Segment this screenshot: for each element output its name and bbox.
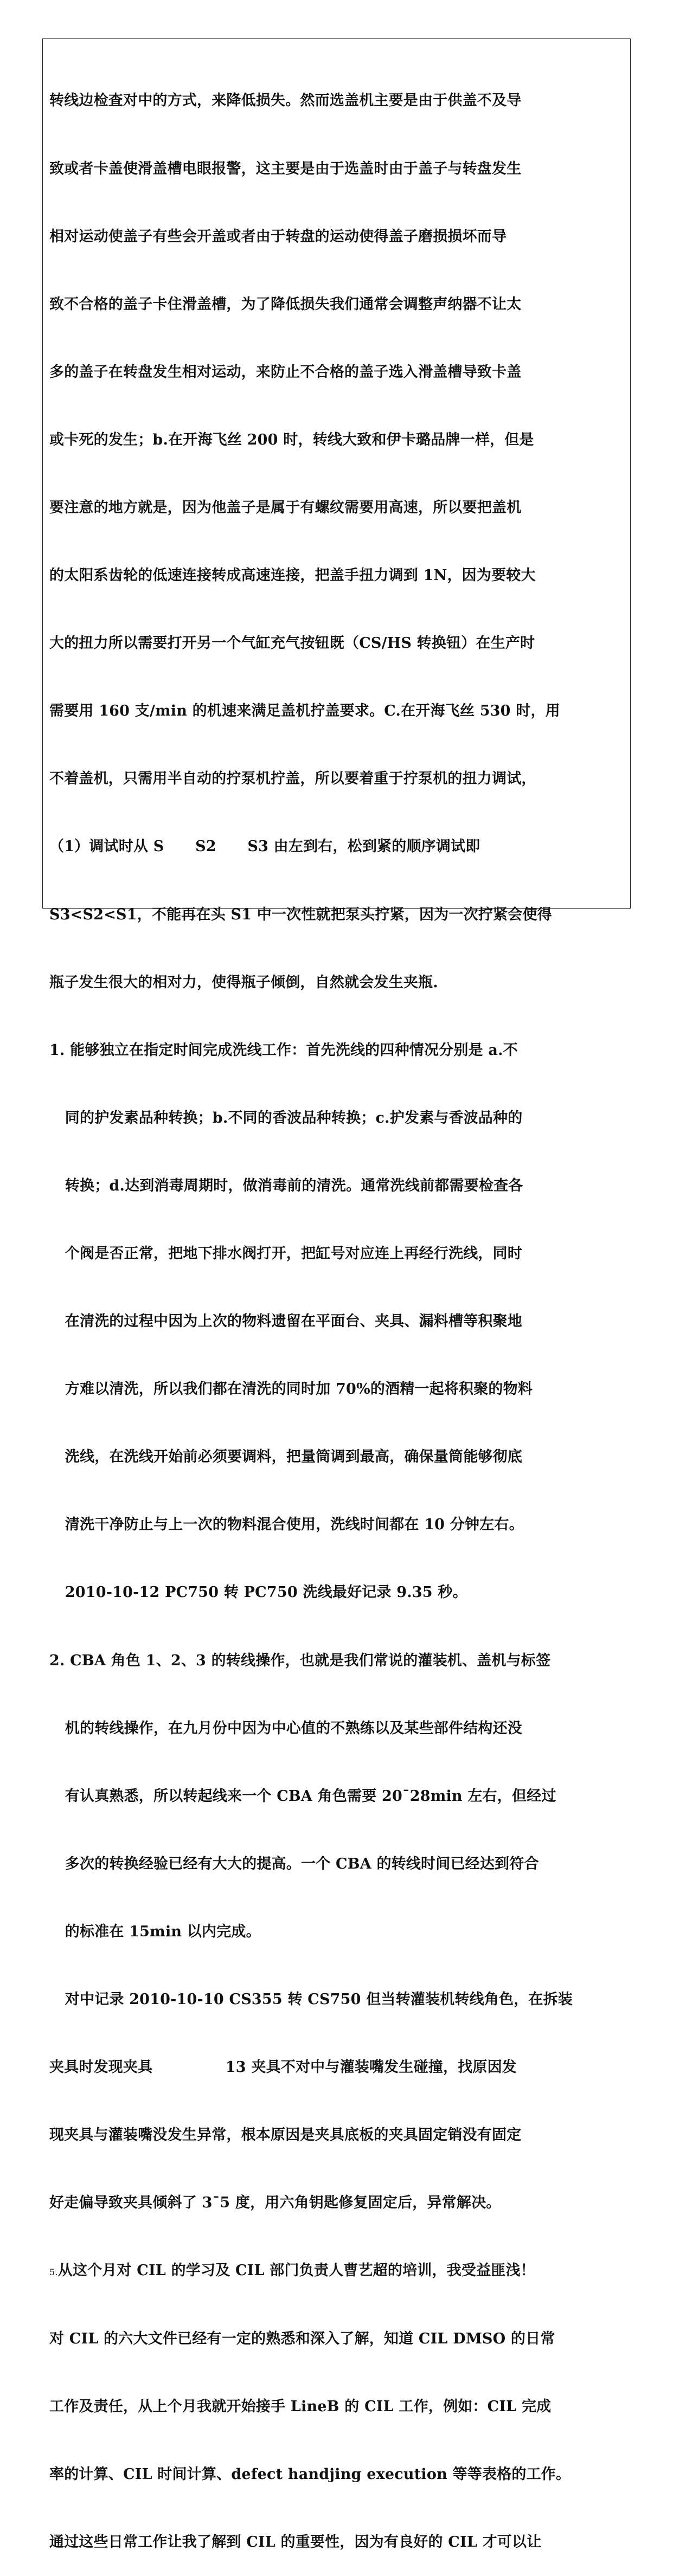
text-line: 方难以清洗，所以我们都在清洗的同时加 70%的酒精一起将积聚的物料 (49, 1381, 533, 1398)
text-line: 清洗干净防止与上一次的物料混合使用，洗线时间都在 10 分钟左右。 (49, 1516, 524, 1534)
document-body (49, 44, 626, 2576)
text-line: 率的计算、CIL 时间计算、defect handjing execution 等等表格的工作。 (49, 2465, 571, 2483)
text-line: 对中记录 2010-10-10 CS355 转 CS750 但当转灌装机转线角色，在拆装 (49, 1991, 573, 2008)
text-line: 机的转线操作，在九月份中因为中心值的不熟练以及某些部件结构还没 (49, 1720, 522, 1737)
text-line: 的标准在 15min 以内完成。 (49, 1923, 261, 1940)
text-line: 需要用 160 支/min 的机速来满足盖机拧盖要求。C.在开海飞丝 530 时，用 (49, 703, 560, 720)
text-line: 工作及责任，从上个月我就开始接手 LineB 的 CIL 工作，例如：CIL 完成 (49, 2398, 552, 2415)
text-line: 不着盖机，只需用半自动的拧泵机拧盖，所以要着重于拧泵机的扭力调试， (49, 770, 536, 788)
text-line: 现夹具与灌装嘴没发生异常，根本原因是夹具底板的夹具固定销没有固定 (49, 2127, 522, 2144)
text-line: 洗线，在洗线开始前必须要调料，把量筒调到最高，确保量筒能够彻底 (49, 1448, 522, 1466)
list-item-1: 1. 能够独立在指定时间完成洗线工作：首先洗线的四种情况分别是 a.不 (49, 1041, 518, 1059)
list-item-2: 2. CBA 角色 1、2、3 的转线操作，也就是我们常说的灌装机、盖机与标签 (49, 1652, 551, 1669)
text-line: 大的扭力所以需要打开另一个气缸充气按钮既（CS/HS 转换钮）在生产时 (49, 635, 535, 652)
text-line: 对 CIL 的六大文件已经有一定的熟悉和深入了解，知道 CIL DMSO 的日常 (49, 2330, 555, 2347)
text-line: 同的护发素品种转换；b.不同的香波品种转换；c.护发素与香波品种的 (49, 1109, 523, 1126)
text-line: 致或者卡盖使滑盖槽电眼报警，这主要是由于选盖时由于盖子与转盘发生 (49, 160, 522, 177)
text-line: 通过这些日常工作让我了解到 CIL 的重要性，因为有良好的 CIL 才可以让 (49, 2533, 542, 2551)
text-line: 瓶子发生很大的相对力，使得瓶子倾倒，自然就会发生夹瓶. (49, 974, 438, 991)
list-item-5 (49, 2259, 626, 2282)
text-line: 2010-10-12 PC750 转 PC750 洗线最好记录 9.35 秒。 (49, 1584, 467, 1601)
text-line: 转线边检查对中的方式，来降低损失。然而选盖机主要是由于供盖不及导 (49, 92, 522, 110)
text-line: （1）调试时从 S S2 S3 由左到右，松到紧的顺序调试即 (49, 838, 480, 855)
text-line: 致不合格的盖子卡住滑盖槽，为了降低损失我们通常会调整声纳器不让太 (49, 295, 522, 313)
text-line: 在清洗的过程中因为上次的物料遗留在平面台、夹具、漏料槽等积聚地 (49, 1313, 522, 1330)
text-line: 多的盖子在转盘发生相对运动，来防止不合格的盖子选入滑盖槽导致卡盖 (49, 363, 522, 381)
text-line: 的太阳系齿轮的低速连接转成高速连接，把盖手扭力调到 1N，因为要较大 (49, 567, 536, 584)
text-line: 要注意的地方就是，因为他盖子是属于有螺纹需要用高速，所以要把盖机 (49, 499, 522, 516)
text-line: 好走偏导致夹具倾斜了 3¯5 度，用六角钥匙修复固定后，异常解决。 (49, 2194, 501, 2212)
text-line: 有认真熟悉，所以转起线来一个 CBA 角色需要 20¯28min 左右，但经过 (49, 1787, 556, 1805)
text-line: 或卡死的发生；b.在开海飞丝 200 时，转线大致和伊卡璐品牌一样，但是 (49, 431, 534, 448)
list-number: 5. (49, 2267, 58, 2278)
text-line: 相对运动使盖子有些会开盖或者由于转盘的运动使得盖子磨损损坏而导 (49, 228, 507, 245)
list-item-text: 从这个月对 CIL 的学习及 CIL 部门负责人曹艺超的培训，我受益匪浅！ (57, 2262, 535, 2279)
text-line: S3<S2<S1，不能再在头 S1 中一次性就把泵头拧紧，因为一次拧紧会使得 (49, 906, 552, 923)
text-line: 个阀是否正常，把地下排水阀打开，把缸号对应连上再经行洗线，同时 (49, 1245, 522, 1262)
text-line: 夹具时发现夹具 13 夹具不对中与灌装嘴发生碰撞，找原因发 (49, 2059, 517, 2076)
text-line: 多次的转换经验已经有大大的提高。一个 CBA 的转线时间已经达到符合 (49, 1855, 539, 1872)
text-line: 转换；d.达到消毒周期时，做消毒前的清洗。通常洗线前都需要检查各 (49, 1177, 523, 1194)
